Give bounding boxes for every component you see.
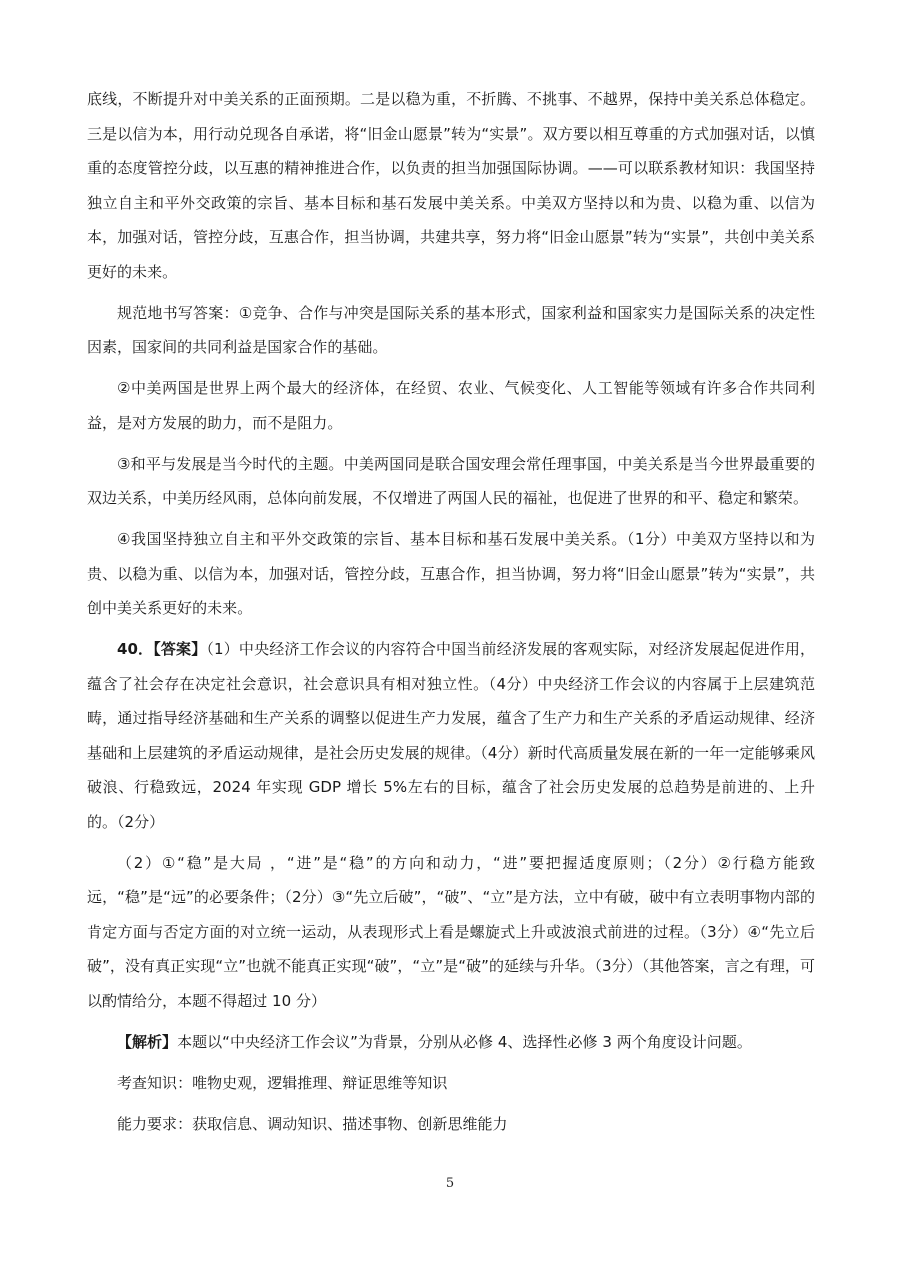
paragraph-p2 — [87, 296, 815, 365]
paragraph-p10 — [87, 1107, 815, 1142]
paragraph-p1 — [87, 82, 815, 289]
paragraph-text: ④我国坚持独立自主和平外交政策的宗旨、基本目标和基石发展中美关系。（1分）中美双方坚持以和为贵、以稳为重、以信为本，加强对话，管控分歧，互惠合作，担当协调，努力将“旧金山愿景”转为“实景”，共创中美关系更好的未来。 — [87, 530, 815, 617]
paragraph-p7 — [87, 846, 815, 1019]
paragraph-text: 本题以“中央经济工作会议”为背景，分别从必修 4、选择性必修 3 两个角度设计问题。 — [177, 1032, 752, 1051]
paragraph-p9 — [87, 1066, 815, 1101]
paragraph-text: （2）①“稳”是大局 ，“进”是“稳”的方向和动力，“进”要把握适度原则；（2分）②行稳方能致远，“稳”是“远”的必要条件；（2分）③“先立后破”，“破”、“立”是方法，立中有破，破中有立表明事物内部的肯定方面与否定方面的对立统一运动，从表现形式上看是螺旋式上升或波浪式前进的过程。（3分）④“先立后破”，没有真正实现“立”也就不能真正实现“破”，“立”是“破”的延续与升华。（3分）（其他答案，言之有理，可以酌情给分，本题不得超过 10 分） — [87, 853, 815, 1010]
paragraph-text: 底线，不断提升对中美关系的正面预期。二是以稳为重，不折腾、不挑事、不越界，保持中美关系总体稳定。三是以信为本，用行动兑现各自承诺，将“旧金山愿景”转为“实景”。双方要以相互尊重的方式加强对话，以慎重的态度管控分歧，以互惠的精神推进合作，以负责的担当加强国际协调。——可以联系教材知识：我国坚持独立自主和平外交政策的宗旨、基本目标和基石发展中美关系。中美双方坚持以和为贵、以稳为重、以信为本，加强对话，管控分歧，互惠合作，担当协调，共建共享，努力将“旧金山愿景”转为“实景”，共创中美关系更好的未来。 — [87, 90, 815, 281]
document-body — [87, 82, 815, 1148]
paragraph-text: 规范地书写答案：①竞争、合作与冲突是国际关系的基本形式，国家利益和国家实力是国际关系的决定性因素，国家间的共同利益是国家合作的基础。 — [87, 303, 815, 356]
paragraph-p3 — [87, 371, 815, 440]
paragraph-text: 能力要求：获取信息、调动知识、描述事物、创新思维能力 — [117, 1114, 508, 1133]
page-number: 5 — [445, 1176, 455, 1191]
paragraph-p8 — [87, 1025, 815, 1060]
paragraph-text: ②中美两国是世界上两个最大的经济体，在经贸、农业、气候变化、人工智能等领域有许多合作共同利益，是对方发展的助力，而不是阻力。 — [87, 379, 815, 432]
paragraph-text: （1）中央经济工作会议的内容符合中国当前经济发展的客观实际，对经济发展起促进作用，蕴含了社会存在决定社会意识，社会意识具有相对独立性。（4分）中央经济工作会议的内容属于上层建筑范畴，通过指导经济基础和生产关系的调整以促进生产力发展，蕴含了生产力和生产关系的矛盾运动规律、经济基础和上层建筑的矛盾运动规律，是社会历史发展的规律。（4分）新时代高质量发展在新的一年一定能够乘风破浪、行稳致远，2024 年实现 GDP 增长 5%左右的目标，蕴含了社会历史发展的总趋势是前进的、上升的。（2分） — [87, 640, 816, 831]
paragraph-p5 — [87, 522, 815, 626]
bold-heading-text: 【解析】 — [117, 1032, 178, 1051]
paragraph-text: ③和平与发展是当今时代的主题。中美两国同是联合国安理会常任理事国，中美关系是当今世界最重要的双边关系，中美历经风雨，总体向前发展，不仅增进了两国人民的福祉，也促进了世界的和平、稳定和繁荣。 — [87, 454, 815, 507]
paragraph-text: 考查知识：唯物史观，逻辑推理、辩证思维等知识 — [117, 1073, 448, 1092]
bold-heading-text: 40．【答案】 — [117, 640, 207, 658]
paragraph-p6 — [87, 632, 815, 839]
paragraph-p4 — [87, 447, 815, 516]
